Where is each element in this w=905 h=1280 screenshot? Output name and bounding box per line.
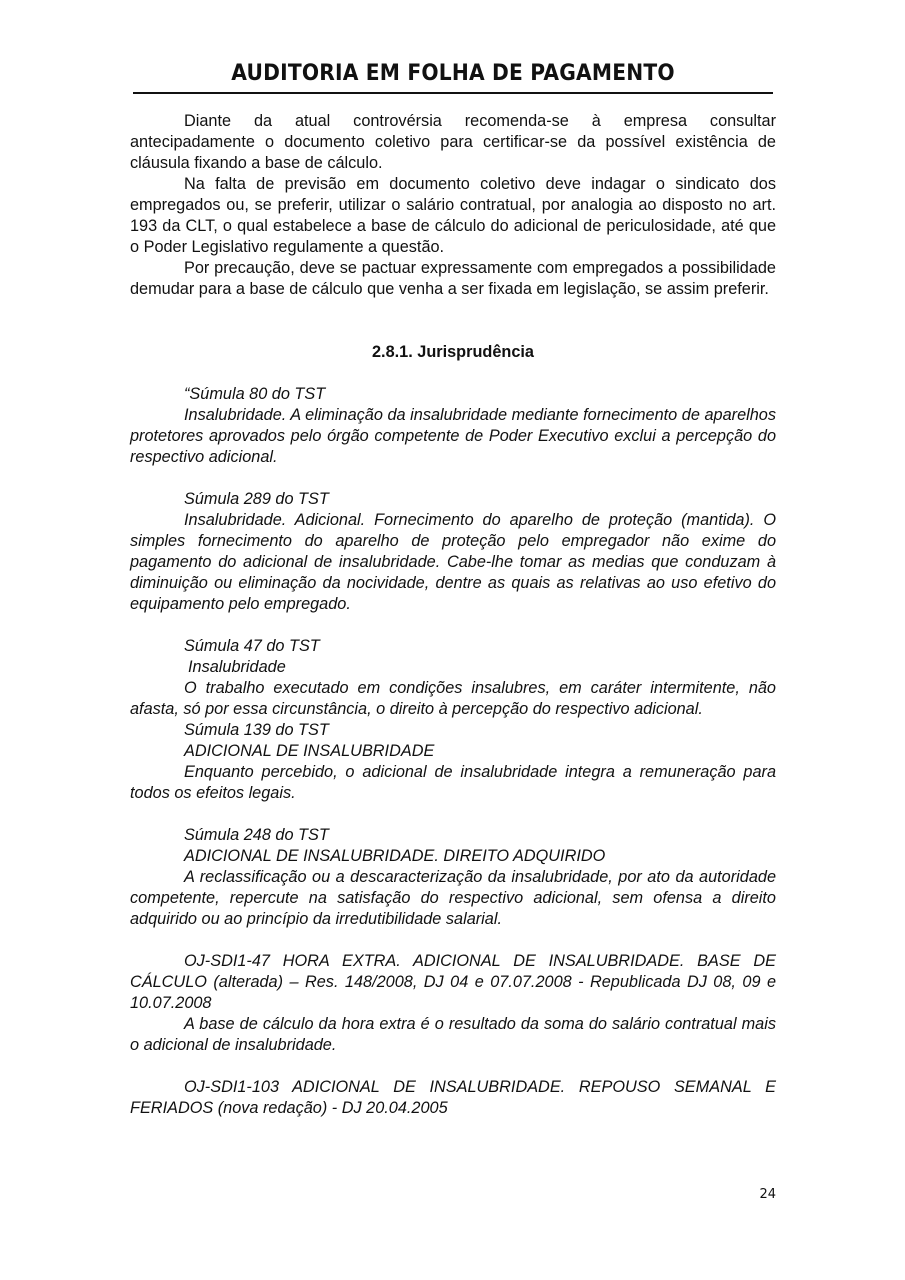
sumula-248-title: Súmula 248 do TST — [184, 826, 329, 844]
page-header — [133, 58, 773, 94]
sumula-47-subtitle: Insalubridade — [188, 658, 286, 676]
sumula-47-title: Súmula 47 do TST — [184, 637, 320, 655]
sumula-80-text: Insalubridade. A eliminação da insalubridade mediante fornecimento de aparelhos protetores aprovados pelo órgão competente de Poder Executivo exclui a percepção do respectivo adicional. — [130, 406, 776, 466]
sumula-47-text: O trabalho executado em condições insalubres, em caráter intermitente, não afasta, só por essa circunstância, o direito à percepção do respectivo adicional. — [130, 679, 776, 718]
sumula-248-subtitle: ADICIONAL DE INSALUBRIDADE. DIREITO ADQUIRIDO — [184, 847, 606, 865]
intro-paragraph-1: Diante da atual controvérsia recomenda-se à empresa consultar antecipadamente o documento coletivo para certificar-se da possível existência de cláusula fixando a base de cálculo. — [130, 112, 776, 172]
page-number: 24 — [759, 1187, 776, 1202]
oj-103-title: OJ-SDI1-103 ADICIONAL DE INSALUBRIDADE. REPOUSO SEMANAL E FERIADOS (nova redação) - DJ 20.04.2005 — [130, 1078, 776, 1117]
intro-paragraph-2: Na falta de previsão em documento coletivo deve indagar o sindicato dos empregados ou, se preferir, utilizar o salário contratual, por analogia ao disposto no art. 193 da CLT, o qual estabelece a base de cálculo do adicional de periculosidade, até que o Poder Legislativo regulamente a questão. — [130, 175, 776, 256]
section-heading: 2.8.1. Jurisprudência — [372, 343, 534, 361]
sumula-289-text: Insalubridade. Adicional. Fornecimento do aparelho de proteção (mantida). O simples fornecimento do aparelho de proteção pelo empregador não exime do pagamento do adicional de insalubridade. Cabe-lhe tomar as medias que conduzam à diminuição ou eliminação da nocividade, dentre as quais as relativas ao uso efetivo do equipamento pelo empregado. — [130, 511, 776, 613]
oj-47-text: A base de cálculo da hora extra é o resultado da soma do salário contratual mais o adicional de insalubridade. — [130, 1015, 776, 1054]
spacer — [130, 804, 776, 825]
sumula-248-text: A reclassificação ou a descaracterização da insalubridade, por ato da autoridade competente, repercute na satisfação do respectivo adicional, sem ofensa a direito adquirido ou ao princípio da irredutibilidade salarial. — [130, 868, 776, 928]
sumula-139-text: Enquanto percebido, o adicional de insalubridade integra a remuneração para todos os efeitos legais. — [130, 763, 776, 802]
intro-paragraph-3: Por precaução, deve se pactuar expressamente com empregados a possibilidade demudar para a base de cálculo que venha a ser fixada em legislação, se assim preferir. — [130, 259, 776, 298]
spacer — [130, 300, 776, 342]
spacer — [130, 615, 776, 636]
spacer — [130, 468, 776, 489]
page-body — [130, 111, 776, 1119]
sumula-139-subtitle: ADICIONAL DE INSALUBRIDADE — [184, 742, 435, 760]
oj-47-title: OJ-SDI1-47 HORA EXTRA. ADICIONAL DE INSALUBRIDADE. BASE DE CÁLCULO (alterada) – Res. 148/2008, DJ 04 e 07.07.2008 - Republicada DJ 08, 09 e 10.07.2008 — [130, 952, 776, 1012]
sumula-289-title: Súmula 289 do TST — [184, 490, 329, 508]
spacer — [130, 363, 776, 384]
spacer — [130, 930, 776, 951]
sumula-139-title: Súmula 139 do TST — [184, 721, 329, 739]
spacer — [130, 1056, 776, 1077]
sumula-80-title: “Súmula 80 do TST — [184, 385, 326, 403]
header-title: AUDITORIA EM FOLHA DE PAGAMENTO — [231, 61, 675, 86]
